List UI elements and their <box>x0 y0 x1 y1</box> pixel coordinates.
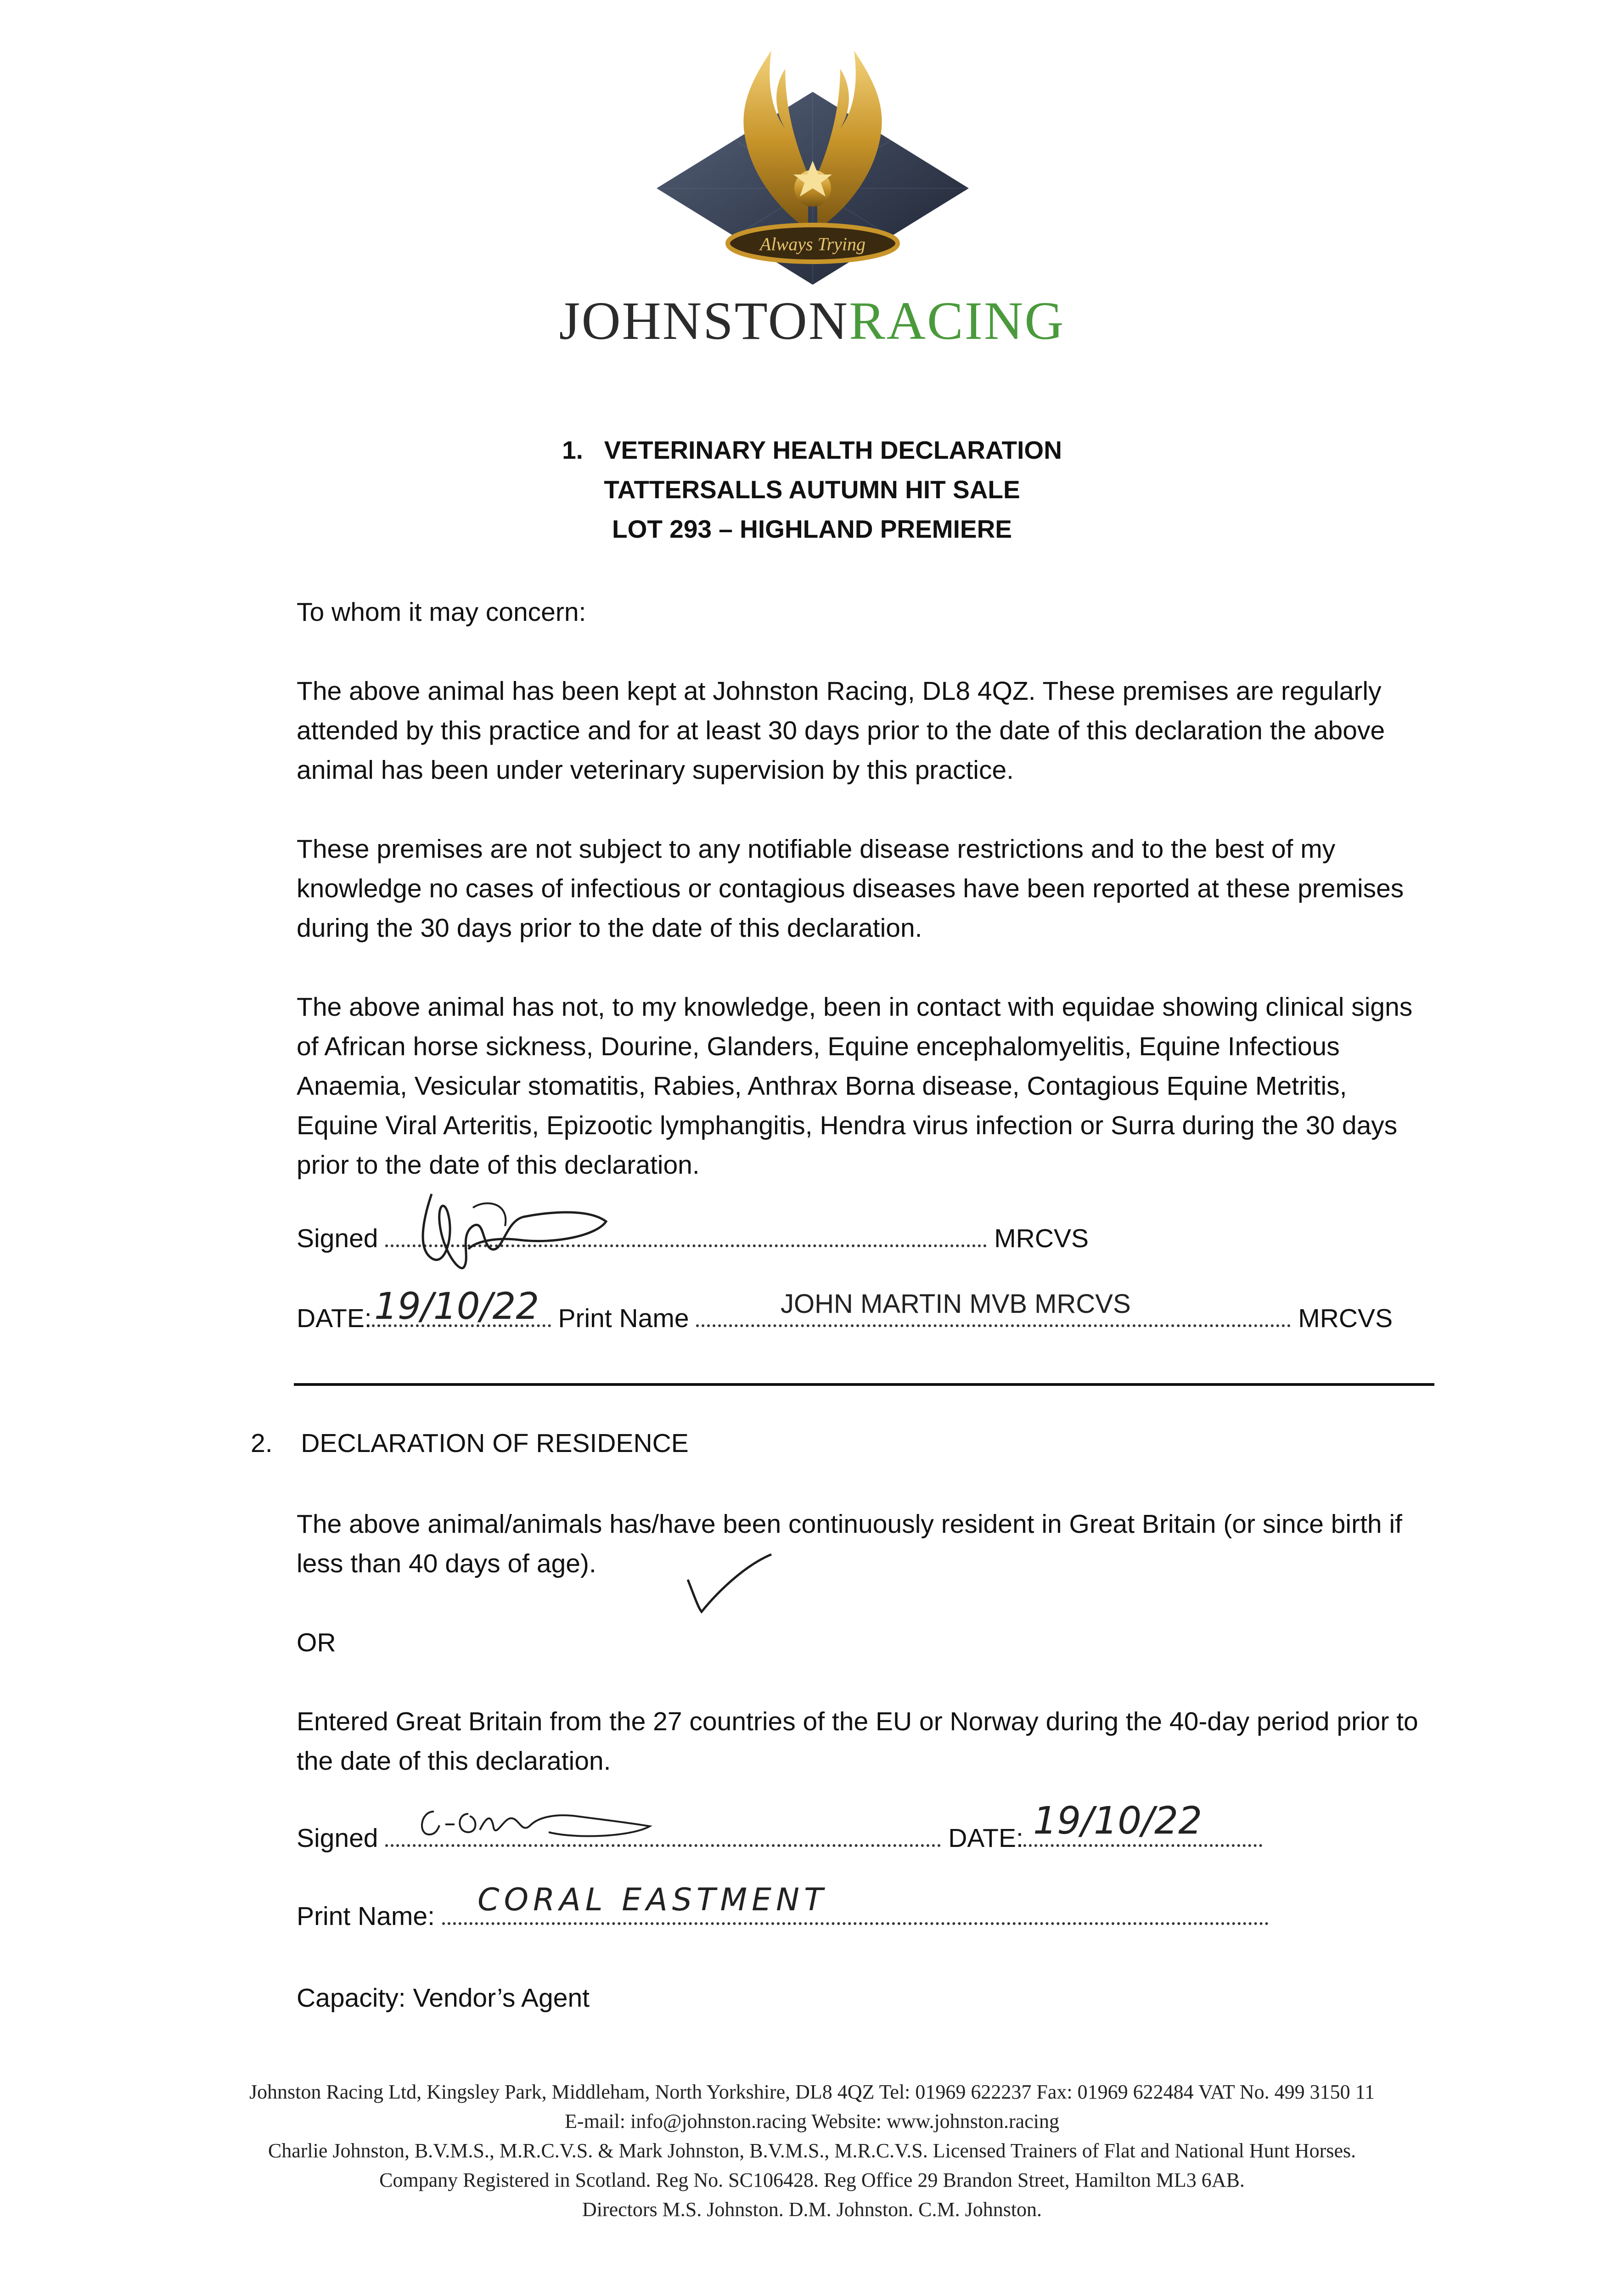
agent-print-name-handwritten: CORAL EASTMENT <box>478 1882 828 1918</box>
vet-date-handwritten: 19/10/22 <box>374 1285 539 1328</box>
wings-crest-icon <box>634 37 992 294</box>
capacity-text: Capacity: Vendor’s Agent <box>297 1983 590 2013</box>
section2-paragraph-2: Entered Great Britain from the 27 countries of the EU or Norway during the 40-day period prior to the date of this declaration. <box>297 1707 1418 1776</box>
signed-label: Signed <box>297 1224 378 1253</box>
date-label: DATE: <box>297 1304 372 1333</box>
svg-text:Always Trying: Always Trying <box>759 234 866 254</box>
section2-title <box>251 1428 689 1458</box>
signed-label-2: Signed <box>297 1823 378 1853</box>
vet-print-name-value: JOHN MARTIN MVB MRCVS <box>781 1289 1131 1319</box>
footer-directors: Directors M.S. Johnston. D.M. Johnston. C.M. Johnston. <box>582 2198 1042 2221</box>
section1-title-line3: LOT 293 – HIGHLAND PREMIERE <box>612 515 1012 543</box>
print-name-label: Print Name <box>558 1304 689 1333</box>
brand-name-dark: JOHNSTON <box>559 291 849 351</box>
company-logo <box>634 37 992 294</box>
agent-signature-icon <box>411 1802 668 1853</box>
footer-trainers: Charlie Johnston, B.V.M.S., M.R.C.V.S. & Mark Johnston, B.V.M.S., M.R.C.V.S. Licensed Trainers of Flat and National Hunt Horses. <box>268 2139 1356 2162</box>
print-name-dotted-line <box>696 1320 1291 1327</box>
checkmark-icon <box>684 1552 776 1616</box>
section1-paragraph-2: These premises are not subject to any notifiable disease restrictions and to the best of my knowledge no cases of infectious or contagious diseases have been reported at these premises during the 30 days prior to the date of this declaration. <box>297 834 1404 943</box>
section2-title-text: DECLARATION OF RESIDENCE <box>301 1429 689 1458</box>
section2-paragraph-1: The above animal/animals has/have been continuously resident in Great Britain (or since birth if less than 40 days of age). <box>297 1509 1402 1578</box>
footer-registration: Company Registered in Scotland. Reg No. SC106428. Reg Office 29 Brandon Street, Hamilton ML3 6AB. <box>379 2169 1245 2191</box>
print-name-label-2: Print Name: <box>297 1902 435 1931</box>
print-name-dotted-line-2 <box>442 1918 1269 1925</box>
salutation: To whom it may concern: <box>297 597 586 627</box>
section1-title-line1 <box>0 435 1624 465</box>
section1-title-line2: TATTERSALLS AUTUMN HIT SALE <box>604 475 1020 504</box>
section1-paragraph-1: The above animal has been kept at Johnston Racing, DL8 4QZ. These premises are regularly attended by this practice and for at least 30 days prior to the date of this declaration the above animal has been under veterinary supervision by this practice. <box>297 676 1385 785</box>
agent-date-handwritten: 19/10/22 <box>1033 1799 1203 1843</box>
footer-address: Johnston Racing Ltd, Kingsley Park, Middleham, North Yorkshire, DL8 4QZ Tel: 01969 622237 Fax: 01969 622484 VAT No. 499 3150 11 <box>249 2081 1375 2103</box>
vet-signature-icon <box>404 1180 615 1290</box>
brand-wordmark <box>0 291 1624 351</box>
footer-contact: E-mail: info@johnston.racing Website: www.johnston.racing <box>565 2110 1059 2133</box>
date-label-2: DATE: <box>948 1823 1023 1853</box>
signed-suffix: MRCVS <box>994 1224 1089 1253</box>
section1-paragraph-3: The above animal has not, to my knowledge, been in contact with equidae showing clinical signs of African horse sickness, Dourine, Glanders, Equine encephalomyelitis, Equine Infectious Anaemia, Vesicular stomatitis, Rabies, Anthrax Borna disease, Contagious Equine Metritis, Equine Viral Arteritis, Epizootic lymphangitis, Hendra virus infection or Surra during the 30 days prior to the date of this declaration. <box>297 992 1413 1180</box>
section-divider <box>294 1383 1434 1386</box>
or-text: OR <box>297 1628 336 1657</box>
section2-number: 2. <box>251 1429 273 1458</box>
print-name-suffix: MRCVS <box>1298 1304 1393 1333</box>
brand-name-green: RACING <box>849 291 1065 351</box>
section1-number: 1. <box>562 436 583 464</box>
section1-title-text: VETERINARY HEALTH DECLARATION <box>604 436 1062 464</box>
